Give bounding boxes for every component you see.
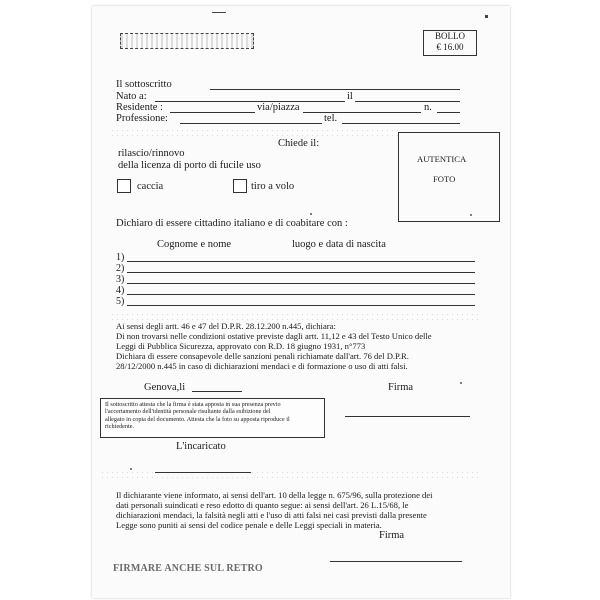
scan-speck [470, 214, 472, 216]
cohabitant-field-3[interactable] [127, 283, 475, 284]
cohabitant-field-4[interactable] [127, 294, 475, 295]
authentication-notice [100, 398, 325, 438]
privacy-line: dati personali suindicati e reso edotto di quanto segue: ai sensi dell'art. 26 L.15/68, le [116, 500, 409, 510]
declaration-line: Di non trovarsi nelle condizioni ostative previste dagli artt. 11,12 e 43 del Testo Unico delle [116, 331, 432, 341]
cohabitant-field-2[interactable] [127, 272, 475, 273]
col-cognome-nome: Cognome e nome [157, 239, 232, 250]
declaration-line: 28/12/2000 n.445 in caso di dichiarazioni mendaci e di formazione o uso di atti falsi. [116, 361, 408, 371]
notice-line: allegato in copia del documento. Attesta che la foto su apposta riproduce il [105, 415, 290, 423]
tiro-a-volo-checkbox[interactable] [233, 179, 247, 193]
numero-label: n. [424, 102, 432, 113]
scan-noise [110, 128, 400, 138]
incaricato-label: L'incaricato [176, 441, 226, 452]
stamp-box [423, 30, 477, 56]
firma-label: Firma [388, 382, 414, 393]
il-label: il [347, 91, 353, 102]
privacy-line: dichiarazioni mendaci, la falsità negli atti e l'uso di atti falsi nei casi previsti dalla presente [116, 510, 427, 520]
tiro-a-volo-label: tiro a volo [251, 181, 295, 192]
via-piazza-label: via/piazza [257, 102, 300, 113]
footer-note: FIRMARE ANCHE SUL RETRO [113, 563, 263, 574]
data-nascita-field[interactable] [355, 101, 460, 102]
licenza-label: della licenza di porto di fucile uso [118, 160, 261, 171]
autentica-label: AUTENTICA [417, 154, 467, 164]
notice-line: Il sottoscritto attesta che la firma è stata apposta in sua presenza previo [105, 401, 281, 408]
rilascio-label: rilascio/rinnovo [118, 148, 185, 159]
sottoscritto-label: Il sottoscritto [116, 79, 172, 90]
foto-label: FOTO [433, 174, 456, 184]
scan-mark-corner [485, 15, 488, 18]
caccia-checkbox[interactable] [117, 179, 131, 193]
genova-label: Genova,li [144, 382, 186, 393]
scan-speck [130, 468, 132, 470]
privacy-firma-field[interactable] [330, 561, 462, 562]
photo-box [398, 132, 500, 222]
professione-label: Professione: [116, 113, 168, 124]
residente-field[interactable] [170, 112, 255, 113]
stamp-label: BOLLO [435, 31, 465, 41]
notice-line: richiedente. [105, 423, 135, 431]
cohabitant-field-5[interactable] [127, 305, 475, 306]
redacted-header [120, 33, 254, 49]
scan-mark-top [212, 12, 226, 13]
declaration-line: Ai sensi degli artt. 46 e 47 del D.P.R. 28.12.200 n.445, dichiara: [116, 321, 336, 331]
residente-label: Residente : [116, 102, 163, 113]
privacy-firma-label: Firma [379, 530, 405, 541]
privacy-line: Legge sono puniti ai sensi del codice penale e delle Leggi speciali in materia. [116, 520, 382, 530]
row-number: 3) [116, 274, 125, 285]
caccia-label: caccia [137, 181, 164, 192]
privacy-line: Il dichiarante viene informato, ai sensi dell'art. 10 della legge n. 675/96, sulla protezione dei [116, 490, 433, 500]
row-number: 4) [116, 285, 125, 296]
row-number: 2) [116, 263, 125, 274]
numero-field[interactable] [437, 112, 460, 113]
sottoscritto-field[interactable] [210, 89, 460, 90]
scan-noise [110, 312, 480, 320]
firma-field[interactable] [345, 416, 470, 417]
cohabitant-field-1[interactable] [127, 261, 475, 262]
via-piazza-field[interactable] [303, 112, 421, 113]
coabitazione-intro: Dichiaro di essere cittadino italiano e di coabitare con : [116, 218, 348, 229]
row-number: 5) [116, 296, 125, 307]
nato-field[interactable] [155, 101, 345, 102]
col-luogo-data: luogo e data di nascita [292, 239, 386, 250]
row-number: 1) [116, 252, 125, 263]
stamp-amount: € 16.00 [436, 42, 464, 52]
notice-line: l'accertamento dell'identità personale risultante dalla esibizione del [105, 408, 271, 416]
declaration-line: Dichiara di essere consapevole delle sanzioni penali richiamate dall'art. 76 del D.P.R. [116, 351, 409, 361]
declaration-line: Leggi di Pubblica Sicurezza, approvato con R.D. 18 giugno 1931, n°773 [116, 341, 366, 351]
professione-field[interactable] [180, 123, 322, 124]
incaricato-field[interactable] [155, 472, 251, 473]
scan-speck [460, 382, 462, 384]
nato-label: Nato a: [116, 91, 147, 102]
data-field[interactable] [192, 391, 242, 392]
chiede-label: Chiede il: [278, 138, 320, 149]
scan-speck [310, 213, 312, 215]
tel-label: tel. [324, 113, 338, 124]
tel-field[interactable] [342, 123, 460, 124]
